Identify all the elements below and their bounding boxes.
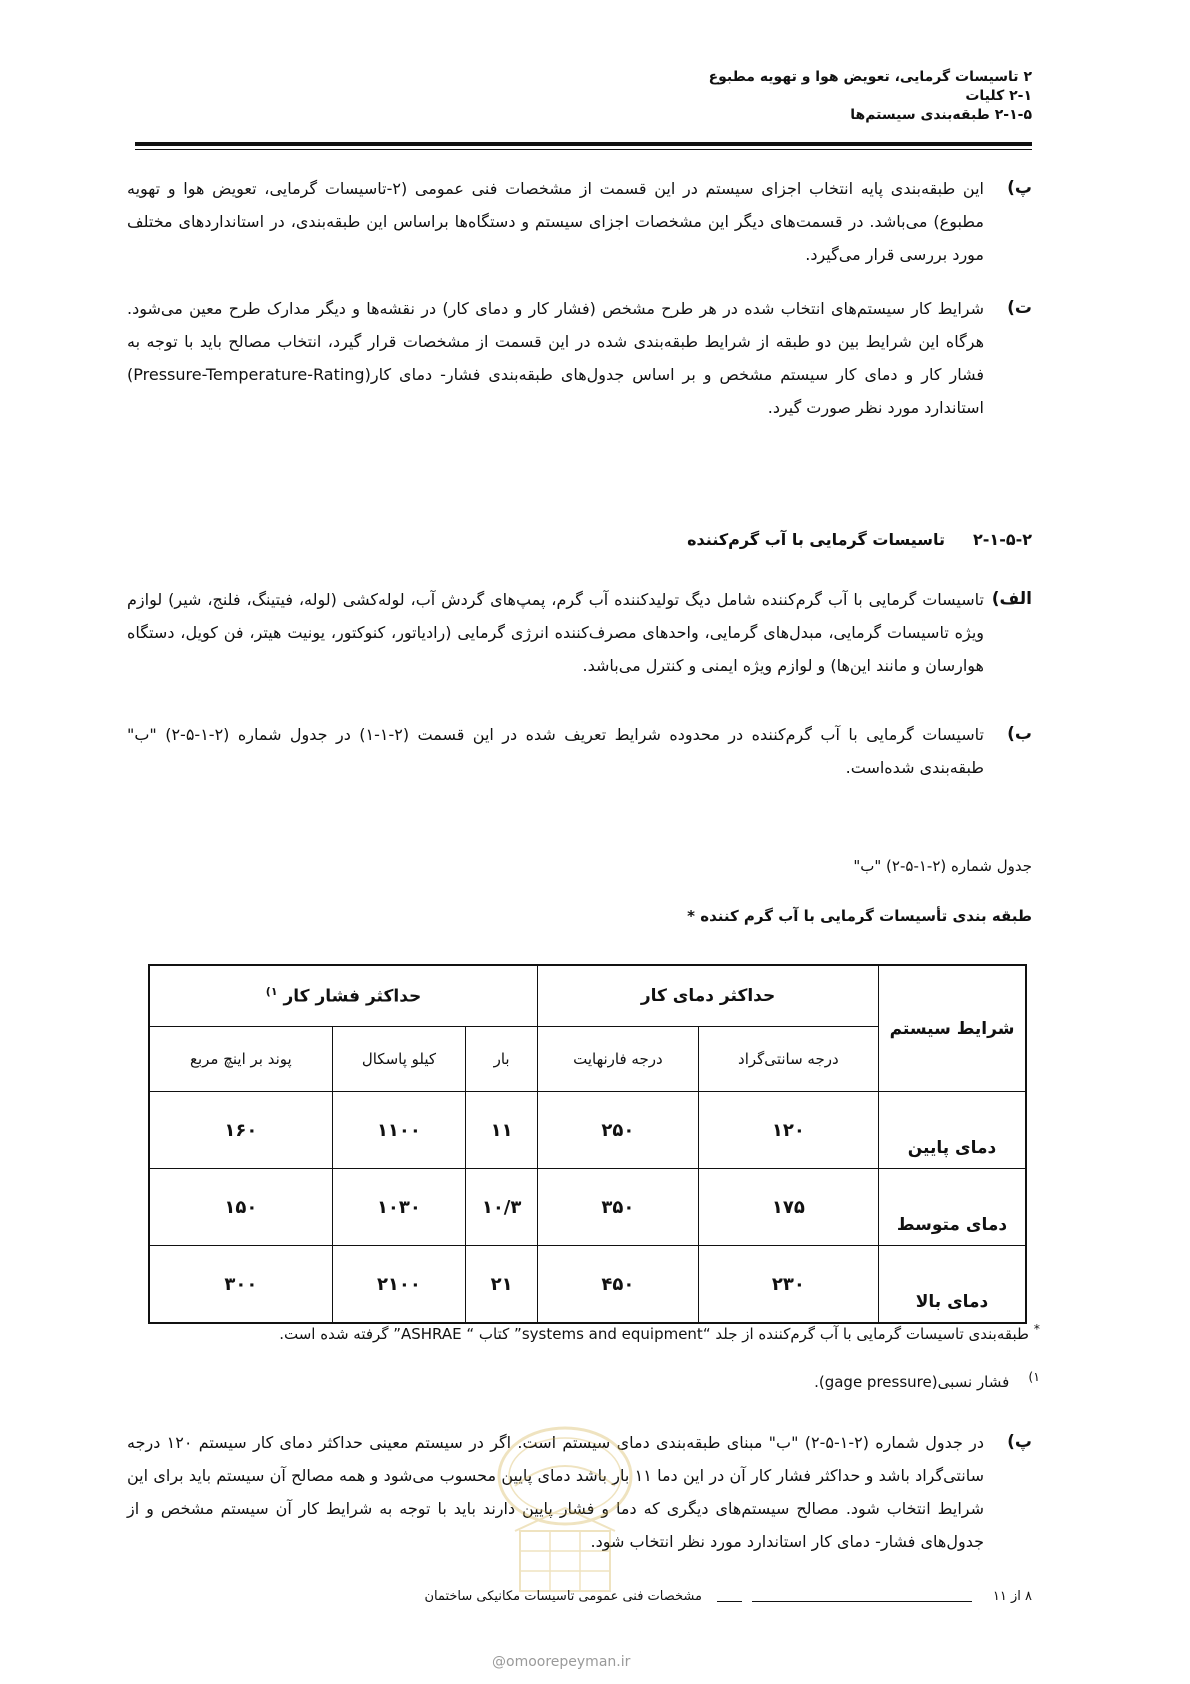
page-number: ۸ از ۱۱ — [992, 1589, 1032, 1604]
cell-bar: ۱۱ — [466, 1092, 538, 1169]
row-label: دمای بالا — [879, 1246, 1027, 1324]
footer-doc-title: مشخصات فنی عمومی تاسیسات مکانیکی ساختمان — [424, 1589, 702, 1604]
paragraph-text: این طبقه‌بندی پایه انتخاب اجزای سیستم در این قسمت از مشخصات فنی عمومی (۲-تاسیسات گرمایی، تعویض هوا و تهویه مطبوع) می‌باشد. در قسمت‌های دیگر این مشخصات اجزای سیستم و دستگاه‌ها براساس این طبقه‌بندی، در استانداردهای مختلف مورد بررسی قرار می‌گیرد. — [127, 179, 985, 264]
cell-celsius: ۱۲۰ — [698, 1092, 878, 1169]
footnote-star-text: طبقه‌بندی تاسیسات گرمایی با آب گرم‌کننده از جلد “systems and equipment” کتاب “ ASHRAE” گرفته شده است. — [279, 1325, 1029, 1343]
cell-fahrenheit: ۳۵۰ — [538, 1169, 699, 1246]
paragraph-be — [127, 718, 1032, 784]
watermark-site: @omoorepeyman.ir — [492, 1654, 631, 1670]
col-celsius: درجه سانتی‌گراد — [698, 1027, 878, 1092]
col-kpa: کیلو پاسکال — [332, 1027, 465, 1092]
header-rule-thick — [135, 142, 1032, 146]
col-bar: بار — [466, 1027, 538, 1092]
cell-psi: ۱۶۰ — [149, 1092, 332, 1169]
cell-kpa: ۱۰۳۰ — [332, 1169, 465, 1246]
cell-celsius: ۲۳۰ — [698, 1246, 878, 1324]
footnote-one-mark: ۱) — [1028, 1369, 1040, 1384]
footer-rule-short — [717, 1601, 742, 1602]
cell-psi: ۳۰۰ — [149, 1246, 332, 1324]
footnote-one-text: فشار نسبی(gage pressure). — [814, 1373, 1010, 1391]
row-label: دمای پایین — [879, 1092, 1027, 1169]
page-footer — [150, 1589, 1032, 1611]
section-number: ۲-۱-۵-۲ — [973, 530, 1032, 549]
cell-fahrenheit: ۴۵۰ — [538, 1246, 699, 1324]
page-header — [709, 68, 1032, 125]
classification-table — [148, 964, 1027, 1324]
header-max-temp: حداکثر دمای کار — [538, 965, 879, 1027]
col-fahrenheit: درجه فارنهایت — [538, 1027, 699, 1092]
cell-kpa: ۲۱۰۰ — [332, 1246, 465, 1324]
cell-bar: ۲۱ — [466, 1246, 538, 1324]
cell-bar: ۱۰/۳ — [466, 1169, 538, 1246]
table-title: طبقه بندی تأسیسات گرمایی با آب گرم کننده * — [687, 907, 1032, 925]
paragraph-label: پ) — [1007, 178, 1032, 198]
paragraph-label: ت) — [1007, 298, 1032, 318]
paragraph-text: در جدول شماره (۲-۱-۵-۲) "ب" مبنای طبقه‌بندی دمای سیستم است. اگر در سیستم معینی حداکثر دمای کار سیستم ۱۲۰ درجه سانتی‌گراد باشد و حداکثر فشار کار آن در این دما ۱۱ بار باشد دمای پایین محسوب می‌شود و همه مصالح آن سیستم باید برای این شرایط انتخاب شود. مصالح سیستم‌های دیگری که دما و فشار پایین دارند باید با توجه به شرایط کار آن سیستم مشخص و از جدول‌های فشار- دمای کار استاندارد مورد نظر انتخاب شود. — [127, 1433, 985, 1551]
table-row — [149, 1169, 1026, 1246]
paragraph-label: الف) — [991, 589, 1032, 609]
table-caption: جدول شماره (۲-۱-۵-۲) "ب" — [853, 857, 1032, 875]
section-title: تاسیسات گرمایی با آب گرم‌کننده — [687, 530, 946, 549]
table-row — [149, 1246, 1026, 1324]
paragraph-text: تاسیسات گرمایی با آب گرم‌کننده در محدوده شرایط تعریف شده در این قسمت (۲-۱-۱) در جدول شماره (۲-۱-۵-۲) "ب" طبقه‌بندی شده‌است. — [127, 725, 984, 777]
cell-kpa: ۱۱۰۰ — [332, 1092, 465, 1169]
col-psi: پوند بر اینچ مربع — [149, 1027, 332, 1092]
paragraph-text: شرایط کار سیستم‌های انتخاب شده در هر طرح مشخص (فشار کار و دمای کار) در نقشه‌ها و دیگر مدارک طرح معین می‌شود. هرگاه این شرایط بین دو طبقه از شرایط طبقه‌بندی شده در این قسمت از مشخصات قرار گیرد، انتخاب مصالح باید با توجه به فشار کار و دمای کار سیستم مشخص و بر اساس جدول‌های طبقه‌بندی فشار- دمای کار(Pressure-Temperature-Rating) استاندارد مورد نظر صورت گیرد. — [127, 299, 984, 417]
row-label: دمای متوسط — [879, 1169, 1027, 1246]
table-row — [149, 1092, 1026, 1169]
watermark-seal-icon — [485, 1416, 645, 1606]
paragraph-te — [127, 292, 1032, 424]
paragraph-label: ب) — [1007, 724, 1032, 744]
cell-fahrenheit: ۲۵۰ — [538, 1092, 699, 1169]
footnote-star-mark: * — [1033, 1321, 1040, 1336]
header-subsection: ۲-۱-۵ طبقه‌بندی سیستم‌ها — [850, 107, 1032, 123]
paragraph-pe — [127, 172, 1032, 271]
header-section: ۲-۱ کلیات — [965, 88, 1032, 104]
header-conditions: شرایط سیستم — [879, 965, 1027, 1092]
cell-psi: ۱۵۰ — [149, 1169, 332, 1246]
header-rule-thin — [135, 149, 1032, 150]
cell-celsius: ۱۷۵ — [698, 1169, 878, 1246]
header-max-pressure — [149, 965, 538, 1027]
header-max-pressure-label: حداکثر فشار کار — [283, 986, 422, 1007]
pressure-footnote-ref: ۱) — [265, 985, 278, 999]
header-chapter: ۲ تاسیسات گرمایی، تعویض هوا و تهویه مطبوع — [708, 69, 1032, 85]
paragraph-text: تاسیسات گرمایی با آب گرم‌کننده شامل دیگ تولیدکننده آب گرم، پمپ‌های گردش آب، لوله‌کشی (لوله، فیتینگ، فلنج، شیر) لوازم ویژه تاسیسات گرمایی، مبدل‌های گرمایی، واحدهای مصرف‌کننده انرژی گرمایی (رادیاتور، کنوکتور، یونیت هیتر، فن کویل، دستگاه هوارسان و مانند این‌ها) و لوازم ویژه ایمنی و کنترل می‌باشد. — [127, 590, 984, 675]
footnote-gage — [814, 1366, 1040, 1393]
footnote-source — [279, 1318, 1040, 1345]
section-heading — [687, 528, 1032, 552]
paragraph-alef — [127, 583, 1032, 682]
footer-rule — [752, 1601, 972, 1602]
paragraph-label: پ) — [1007, 1432, 1032, 1452]
